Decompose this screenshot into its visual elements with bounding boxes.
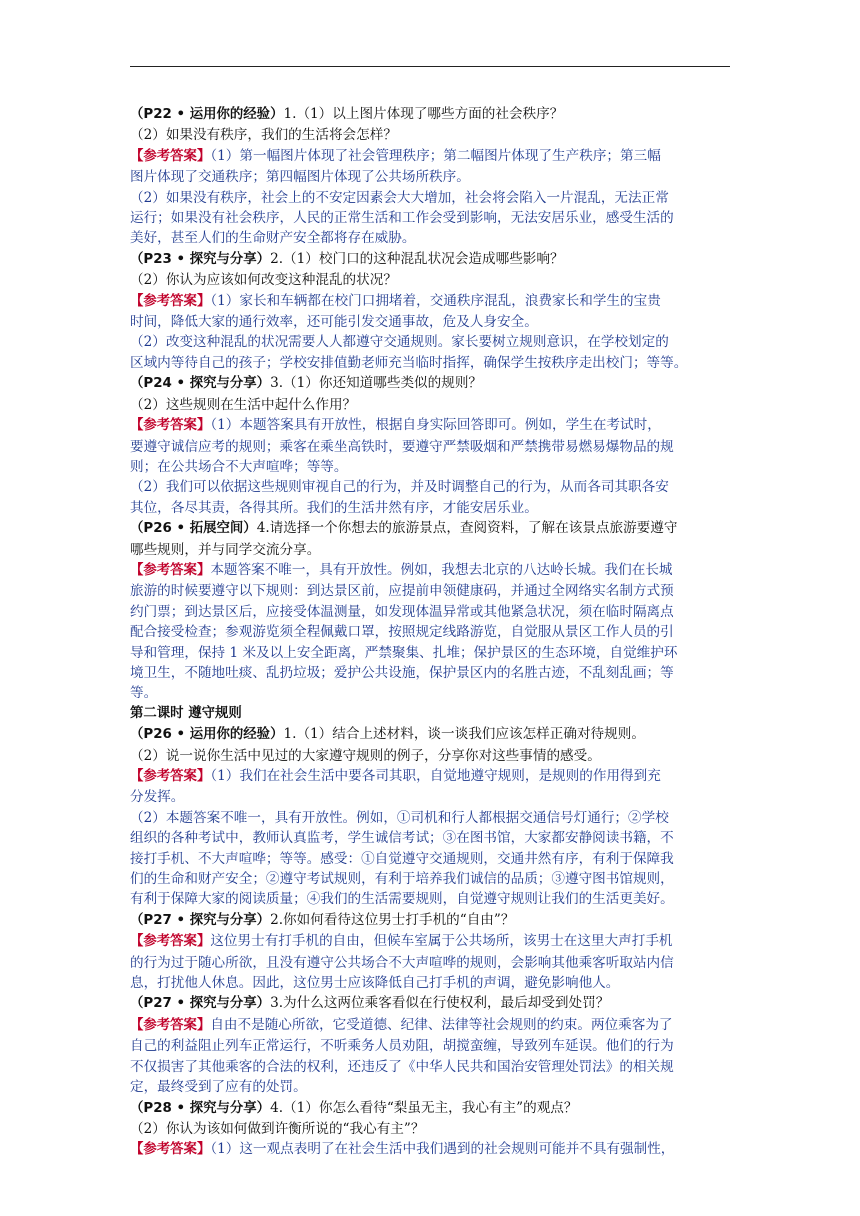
question-subpart: （2）这些规则在生活中起什么作用？ — [130, 396, 357, 413]
answer-text: 自由不是随心所欲，它受道德、纪律、法律等社会规则的约束。两位乘客为了 — [210, 1016, 673, 1033]
answer-text: 这位男士有打手机的自由，但候车室属于公共场所，该男士在这里大声打手机 — [210, 933, 673, 950]
answer-line — [130, 931, 732, 952]
question-source-label: （P26 • 拓展空间） — [130, 521, 257, 537]
answer-text: （1）这一观点表明了在社会生活中我们遇到的社会规则可能并不具有强制性， — [210, 1141, 675, 1158]
reference-answer-label: 【参考答案】 — [130, 418, 211, 434]
answer-continuation: 等。 — [130, 685, 158, 702]
question-text: 3.为什么这两位乘客看似在行使权利，最后却受到处罚？ — [270, 995, 610, 1012]
answer-continuation: 息，打扰他人休息。因此，这位男士应该降低自己打手机的声调，避免影响他人。 — [130, 975, 620, 992]
answer-line — [130, 1139, 732, 1160]
question-source-label: （P23 • 探究与分享） — [130, 251, 271, 267]
question-text: 1.（1）结合上述材料，谈一谈我们应该怎样正确对待规则。 — [283, 726, 645, 743]
answer-continuation: 境卫生，不随地吐痰、乱扔垃圾；爱护公共设施，保护景区内的名胜古迹，不乱刻乱画；等 — [130, 664, 674, 681]
question-line — [130, 373, 732, 394]
question-text: 4.请选择一个你想去的旅游景点，查阅资料，了解在该景点旅游要遵守 — [256, 520, 678, 537]
answer-continuation: 运行；如果没有社会秩序，人民的正常生活和工作会受到影响，无法安居乐业，感受生活的 — [130, 210, 674, 227]
answer-continuation: 区域内等待自己的孩子；学校安排值勤老师充当临时指挥，确保学生按秩序走出校门；等等。 — [130, 354, 688, 371]
answer-continuation: 美好，甚至人们的生命财产安全都将存在威胁。 — [130, 230, 416, 247]
question-line — [130, 104, 732, 125]
question-line — [130, 910, 732, 931]
reference-answer-label: 【参考答案】 — [130, 293, 211, 309]
answer-continuation: 旅游的时候要遵守以下规则：到达景区前，应提前申领健康码，并通过全网络实名制方式预 — [130, 583, 674, 600]
answer-text: （1）第一幅图片体现了社会管理秩序；第二幅图片体现了生产秩序；第三幅 — [210, 147, 661, 164]
reference-answer-label: 【参考答案】 — [130, 1017, 211, 1033]
question-subpart: 哪些规则，并与同学交流分享。 — [130, 541, 321, 558]
question-text: 4.（1）你怎么看待“梨虽无主，我心有主”的观点？ — [270, 1099, 578, 1116]
answer-text: 本题答案不唯一，具有开放性。例如，我想去北京的八达岭长城。我们在长城 — [210, 561, 673, 578]
reference-answer-label: 【参考答案】 — [130, 148, 211, 164]
answer-continuation: 图片体现了交通秩序；第四幅图片体现了公共场所秩序。 — [130, 169, 470, 186]
question-source-label: （P27 • 探究与分享） — [130, 996, 271, 1012]
question-subpart: （2）如果没有秩序，我们的生活将会怎样？ — [130, 127, 397, 144]
answer-continuation: 们的生命和财产安全；②遵守考试规则，有利于培养我们诚信的品质；③遵守图书馆规则， — [130, 871, 674, 888]
answer-line — [130, 415, 732, 436]
answer-line — [130, 766, 732, 787]
question-line — [130, 1098, 732, 1119]
answer-text: （1）我们在社会生活中要各司其职，自觉地遵守规则，是规则的作用得到充 — [210, 768, 661, 784]
question-source-label: （P24 • 探究与分享） — [130, 376, 271, 392]
answer-continuation: （2）如果没有秩序，社会上的不安定因素会大大增加，社会将会陷入一片混乱，无法正常 — [130, 189, 669, 206]
answer-continuation: 要遵守诚信应考的规则；乘客在乘坐高铁时，要遵守严禁吸烟和严禁携带易燃易爆物品的规 — [130, 438, 674, 455]
question-text: 2.你如何看待这位男士打手机的“自由”？ — [270, 911, 515, 928]
answer-continuation: 自己的利益阻止列车正常运行，不听乘务人员劝阻，胡搅蛮缠，导致列车延误。他们的行为 — [130, 1038, 674, 1055]
question-line — [130, 993, 732, 1014]
answer-text: （1）本题答案具有开放性，根据自身实际回答即可。例如，学生在考试时， — [210, 417, 661, 434]
question-source-label: （P27 • 探究与分享） — [130, 912, 271, 928]
question-line — [130, 724, 732, 745]
answer-continuation: 组织的各种考试中，教师认真监考，学生诚信考试；③在图书馆，大家都安静阅读书籍，不 — [130, 830, 674, 847]
question-line — [130, 518, 732, 539]
answer-continuation: 不仅损害了其他乘客的合法的权利，还违反了《中华人民共和国治安管理处罚法》的相关规 — [130, 1058, 674, 1075]
answer-continuation: 导和管理，保持 1 米及以上安全距离，严禁聚集、扎堆；保护景区的生态环境，自觉维护环 — [130, 644, 678, 661]
answer-continuation: 时间，降低大家的通行效率，还可能引发交通事故，危及人身安全。 — [130, 314, 538, 331]
question-text: 3.（1）你还知道哪些类似的规则？ — [270, 375, 483, 392]
question-subpart: （2）说一说你生活中见过的大家遵守规则的例子，分享你对这些事情的感受。 — [130, 747, 601, 764]
answer-line — [130, 146, 732, 167]
question-source-label: （P22 • 运用你的经验） — [130, 107, 284, 122]
answer-continuation: （2）改变这种混乱的状况需要人人都遵守交通规则。家长要树立规则意识，在学校划定的 — [130, 334, 669, 351]
reference-answer-label: 【参考答案】 — [130, 562, 211, 578]
question-line — [130, 249, 732, 270]
answer-text: （1）家长和车辆都在校门口拥堵着，交通秩序混乱，浪费家长和学生的宝贵 — [210, 292, 661, 309]
answer-continuation: （2）本题答案不唯一，具有开放性。例如，①司机和行人都根据交通信号灯通行；②学校 — [130, 809, 669, 826]
answer-continuation: 接打手机、不大声喧哗；等等。感受：①自觉遵守交通规则，交通井然有序，有利于保障我 — [130, 850, 674, 867]
answer-line — [130, 560, 732, 581]
answer-continuation: 则；在公共场合不大声喧哗；等等。 — [130, 458, 348, 475]
document-body — [130, 104, 732, 1161]
question-text: 1.（1）以上图片体现了哪些方面的社会秩序？ — [283, 106, 564, 122]
answer-continuation: 配合接受检查；参观游览须全程佩戴口罩，按照规定线路游览，自觉服从景区工作人员的引 — [130, 624, 674, 641]
answer-continuation: 有利于保障大家的阅读质量；④我们的生活需要规则，自觉遵守规则让我们的生活更美好。 — [130, 891, 674, 908]
answer-continuation: 的行为过于随心所欲，且没有遵守公共场合不大声喧哗的规则，会影响其他乘客听取站内信 — [130, 954, 674, 971]
question-source-label: （P26 • 运用你的经验） — [130, 727, 284, 743]
reference-answer-label: 【参考答案】 — [130, 934, 211, 950]
reference-answer-label: 【参考答案】 — [130, 1142, 211, 1158]
header-rule — [130, 66, 730, 67]
lesson-heading: 第二课时 遵守规则 — [130, 705, 242, 721]
answer-continuation: （2）我们可以依据这些规则审视自己的行为，并及时调整自己的行为，从而各司其职各安 — [130, 479, 669, 496]
answer-line — [130, 1015, 732, 1036]
question-subpart: （2）你认为应该如何改变这种混乱的状况？ — [130, 272, 397, 289]
answer-line — [130, 291, 732, 312]
answer-continuation: 约门票；到达景区后，应接受体温测量，如发现体温异常或其他紧急状况，须在临时隔离点 — [130, 603, 674, 620]
answer-continuation: 定，最终受到了应有的处罚。 — [130, 1079, 307, 1096]
answer-continuation: 分发挥。 — [130, 789, 185, 806]
answer-continuation: 其位，各尽其责，各得其所。我们的生活井然有序，才能安居乐业。 — [130, 499, 538, 516]
question-source-label: （P28 • 探究与分享） — [130, 1100, 271, 1116]
question-subpart: （2）你认为该如何做到许衡所说的“我心有主”？ — [130, 1120, 425, 1137]
question-text: 2.（1）校门口的这种混乱状况会造成哪些影响？ — [270, 250, 564, 267]
reference-answer-label: 【参考答案】 — [130, 769, 211, 784]
